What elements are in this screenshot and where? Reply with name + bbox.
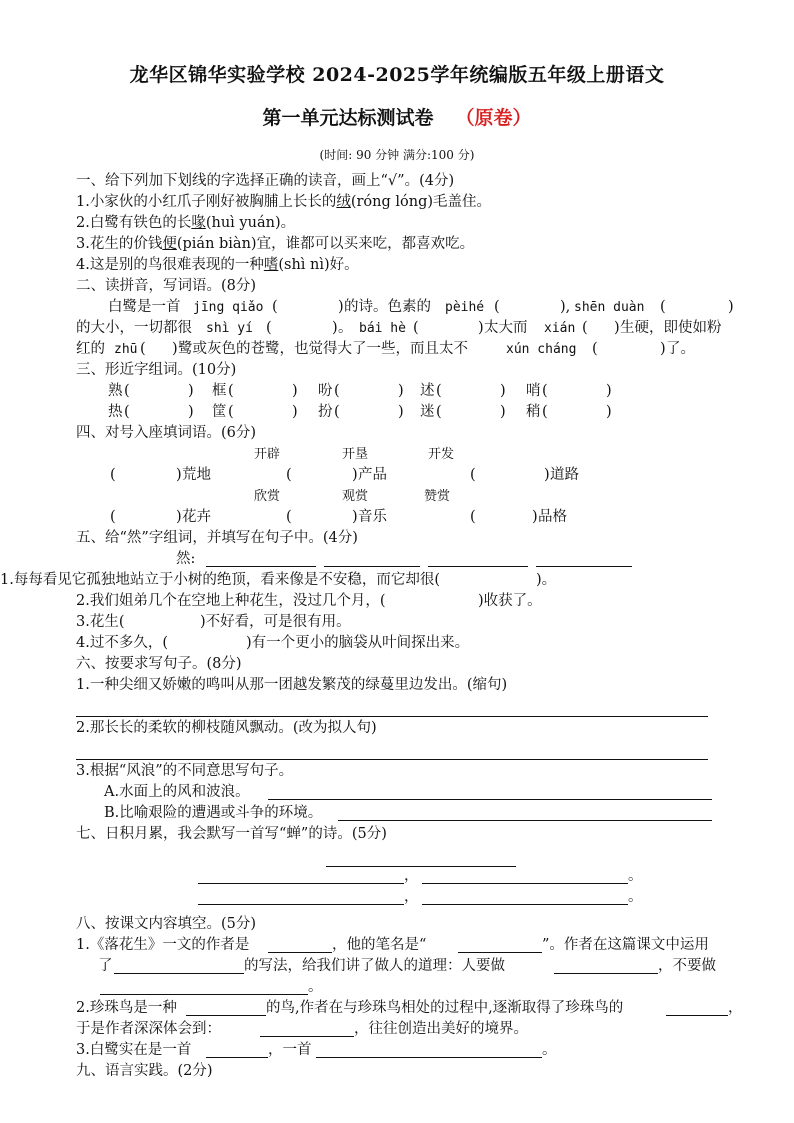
q8-item-1-line-2: 了 的写法，给我们讲了做人的道理：人要做 ，不要做 (98, 958, 716, 974)
q2-heading: 二、读拼音，写词语。(8分) (76, 278, 257, 294)
q7-heading: 七、日积月累，我会默写一首写“蝉”的诗。(5分) (76, 826, 387, 842)
q4-fill-row-2: ( ) 花卉 ( ) 音乐 ( ) 品格 (110, 509, 567, 525)
q6-answer-line-1 (76, 696, 708, 717)
q7-poem-line-1: ， 。 (76, 866, 736, 887)
q6-sentence-3b: B.比喻艰险的遭遇或斗争的环境。 (76, 803, 736, 824)
q5-word-blanks: 然: (76, 549, 736, 570)
q6-sentence-1: 1.一种尖细又娇嫩的鸣叫从那一团越发繁茂的绿蔓里边发出。(缩句) (76, 677, 508, 693)
q8-item-2-line-2: 于是作者深深体会到： ，往往创造出美好的境界。 (76, 1021, 528, 1037)
q1-item-1: 1.小家伙的小红爪子刚好被胸脯上长长的绒(róng lóng)毛盖住。 (76, 194, 492, 210)
q1-heading: 一、给下列加下划线的字选择正确的读音，画上“√”。(4分) (76, 173, 455, 189)
q6-heading: 六、按要求写句子。(8分) (76, 656, 242, 672)
exam-title-line1: 龙华区锦华实验学校 2024-2025学年统编版五年级上册语文 (129, 64, 665, 86)
q9-heading: 九、语言实践。(2分) (76, 1063, 213, 1079)
q8-item-1-line-1: 1.《落花生》一文的作者是 ，他的笔名是“ ”。作者在这篇课文中运用 (76, 937, 709, 953)
q4-fill-row-1: ( ) 荒地 ( ) 产品 ( ) 道路 (110, 467, 579, 483)
q6-answer-line-2 (76, 739, 708, 760)
q2-line-3: 红的 zhū ( ) 鹭或灰色的苍鹭，也觉得大了一些，而且太不 xún cháng ( ) 了。 (76, 341, 695, 357)
q5-heading: 五、给“然”字组词，并填写在句子中。(4分) (76, 530, 358, 546)
q4-word-bank-2: 欣赏 观赏 赞赏 (254, 489, 451, 504)
q3-row-2: 热 ( ) 筐 ( ) 扮 ( ) 迷 ( ) 稍 ( ) (108, 404, 612, 420)
exam-title-text: 第一单元达标测试卷 (262, 107, 434, 129)
q2-line-1: 白鹭是一首 jīng qiǎo ( ) 的诗。色素的 pèihé ( ), shēn duàn ( ) (108, 299, 734, 315)
q8-item-1-line-3: 。 (76, 977, 736, 998)
q5-sentence-3: 3.花生( )不好看，可是很有用。 (76, 614, 351, 630)
q7-poem-title-line (76, 845, 736, 866)
q8-item-3: 3.白鹭实在是一首 ，一首 。 (76, 1042, 557, 1058)
q2-line-2: 的大小，一切都很 shì yí ( ) 。 bái hè ( ) 太大而 xián ( ) 生硬，即使如粉 (76, 320, 722, 336)
q4-heading: 四、对号入座填词语。(6分) (76, 425, 257, 441)
q3-row-1: 熟 ( ) 框 ( ) 吩 ( ) 述 ( ) 哨 ( ) (108, 383, 612, 399)
q1-item-4: 4.这是别的鸟很难表现的一种嗜(shì nì)好。 (76, 257, 359, 273)
q6-sentence-3a: A.水面上的风和波浪。 (76, 782, 736, 803)
q1-item-3: 3.花生的价钱便(pián biàn)宜，谁都可以买来吃，都喜欢吃。 (76, 236, 475, 252)
original-version-tag: （原卷） (455, 107, 532, 129)
q5-sentence-2: 2.我们姐弟几个在空地上种花生，没过几个月，( )收获了。 (76, 593, 542, 609)
q8-item-2-line-1: 2.珍珠鸟是一种 的鸟,作者在与珍珠鸟相处的过程中,逐渐取得了珍珠鸟的 ， (76, 1000, 743, 1016)
exam-time-score-info: (时间: 90 分钟 满分:100 分) (319, 148, 475, 162)
q4-word-bank-1: 开辟 开垦 开发 (254, 447, 455, 462)
q7-poem-line-2: ， 。 (76, 887, 736, 908)
q6-sentence-2: 2.那长长的柔软的柳枝随风飘动。(改为拟人句) (76, 720, 377, 736)
q5-sentence-1: 1.每每看见它孤独地站立于小树的绝顶，看来像是不安稳，而它却很( )。 (0, 572, 557, 588)
q3-heading: 三、形近字组词。(10分) (76, 362, 237, 378)
q5-sentence-4: 4.过不多久，( )有一个更小的脑袋从叶间探出来。 (76, 635, 470, 651)
exam-title-line2 (0, 103, 794, 130)
q1-item-2: 2.白鹭有铁色的长喙(huì yuán)。 (76, 215, 296, 231)
q8-heading: 八、按课文内容填空。(5分) (76, 916, 257, 932)
exam-content (0, 171, 743, 1082)
q6-sentence-3: 3.根据“风浪”的不同意思写句子。 (76, 763, 294, 779)
